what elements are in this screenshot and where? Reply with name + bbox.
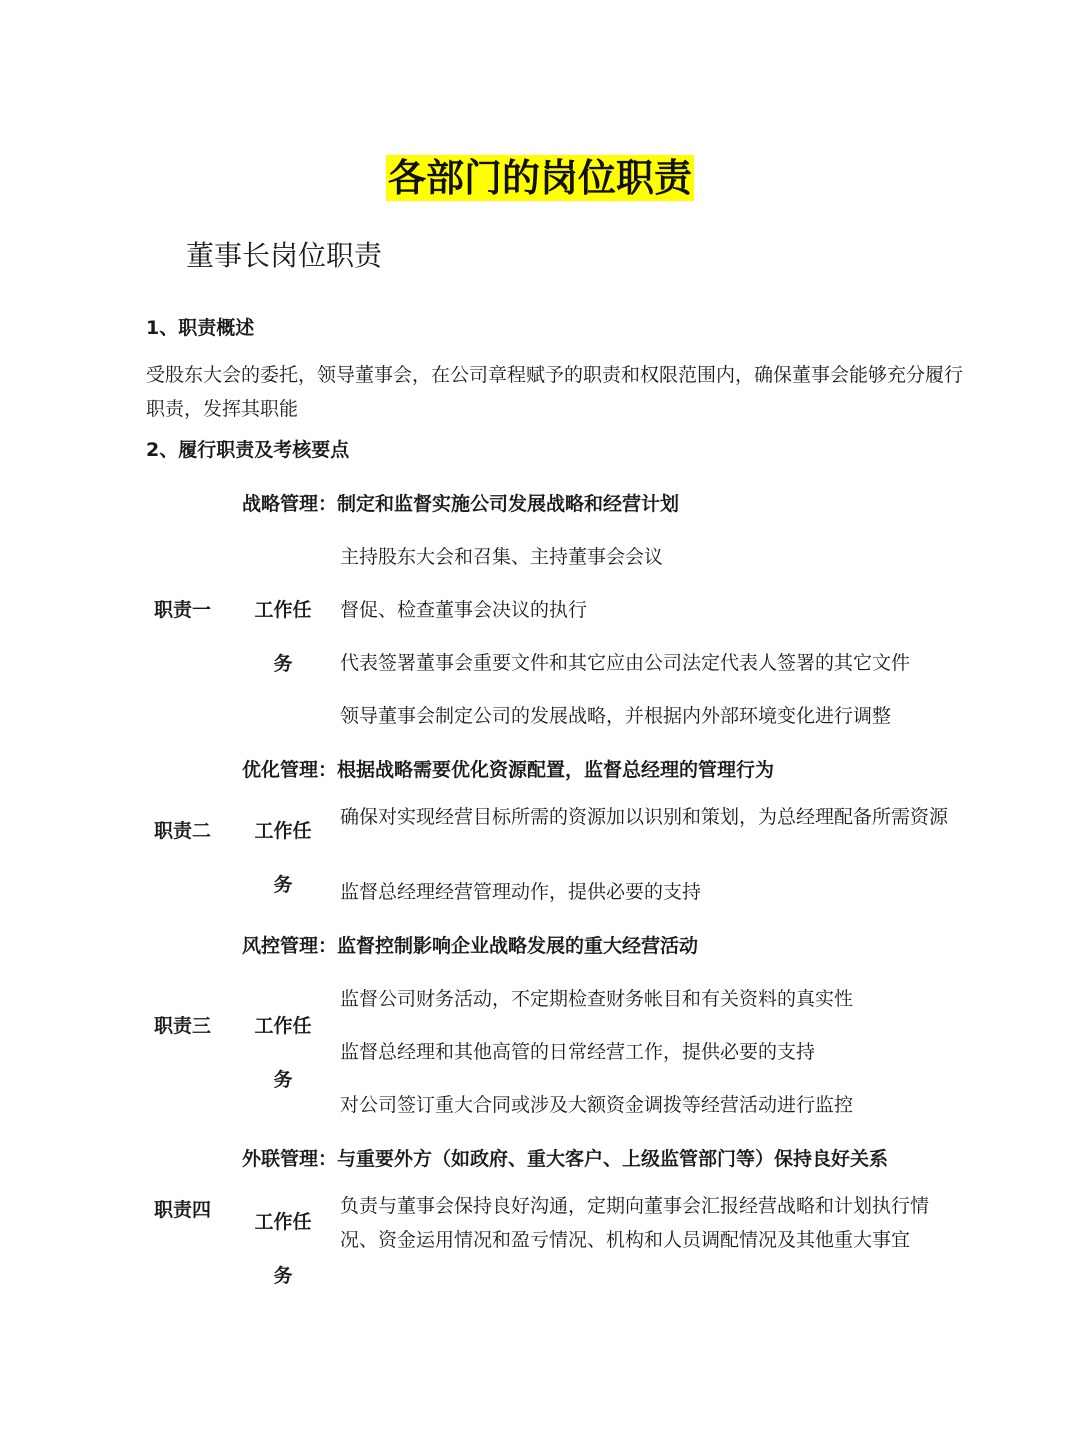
duty-label: 职责三 xyxy=(154,1015,212,1037)
task-label-line1: 工作任 xyxy=(254,1015,312,1037)
task-item: 主持股东大会和召集、主持董事会会议 xyxy=(340,546,664,568)
duty-heading: 外联管理：与重要外方（如政府、重大客户、上级监管部门等）保持良好关系 xyxy=(242,1148,889,1170)
task-label xyxy=(250,1195,316,1303)
task-label-line2: 务 xyxy=(273,874,293,896)
document-title: 各部门的岗位职责 xyxy=(387,155,692,200)
task-label-line2: 务 xyxy=(273,653,293,675)
task-item: 负责与董事会保持良好沟通，定期向董事会汇报经营战略和计划执行情况、资金运用情况和盈亏情况、机构和人员调配情况及其他重大事宜 xyxy=(340,1195,930,1251)
task-label xyxy=(250,804,316,912)
duty-heading: 优化管理：根据战略需要优化资源配置，监督总经理的管理行为 xyxy=(242,759,775,781)
duty-label: 职责一 xyxy=(154,599,212,621)
task-item: 代表签署董事会重要文件和其它应由公司法定代表人签署的其它文件 xyxy=(340,652,911,674)
task-item: 监督总经理经营管理动作，提供必要的支持 xyxy=(340,881,702,903)
task-item: 确保对实现经营目标所需的资源加以识别和策划，为总经理配备所需资源 xyxy=(340,806,949,828)
task-item: 领导董事会制定公司的发展战略，并根据内外部环境变化进行调整 xyxy=(340,705,892,727)
task-label-line1: 工作任 xyxy=(254,820,312,842)
section-heading-overview: 1、职责概述 xyxy=(146,317,255,339)
task-item: 督促、检查董事会决议的执行 xyxy=(340,599,588,621)
task-label-line1: 工作任 xyxy=(254,1211,312,1233)
task-item: 监督总经理和其他高管的日常经营工作，提供必要的支持 xyxy=(340,1041,816,1063)
title-wrap xyxy=(0,155,1080,201)
task-item: 监督公司财务活动，不定期检查财务帐目和有关资料的真实性 xyxy=(340,988,854,1010)
task-label-line2: 务 xyxy=(273,1069,293,1091)
section-heading-duties: 2、履行职责及考核要点 xyxy=(146,439,350,461)
duty-heading: 战略管理：制定和监督实施公司发展战略和经营计划 xyxy=(242,493,680,515)
duty-heading: 风控管理：监督控制影响企业战略发展的重大经营活动 xyxy=(242,935,699,957)
task-label-line1: 工作任 xyxy=(254,599,312,621)
duty-label: 职责四 xyxy=(154,1199,212,1221)
duty-label: 职责二 xyxy=(154,820,212,842)
task-label-line2: 务 xyxy=(273,1265,293,1287)
task-label xyxy=(250,583,316,691)
task-item: 对公司签订重大合同或涉及大额资金调拨等经营活动进行监控 xyxy=(340,1094,854,1116)
task-label xyxy=(250,999,316,1107)
overview-paragraph: 受股东大会的委托，领导董事会，在公司章程赋予的职责和权限范围内，确保董事会能够充分履行职责，发挥其职能 xyxy=(146,364,964,420)
document-subtitle: 董事长岗位职责 xyxy=(186,239,383,272)
